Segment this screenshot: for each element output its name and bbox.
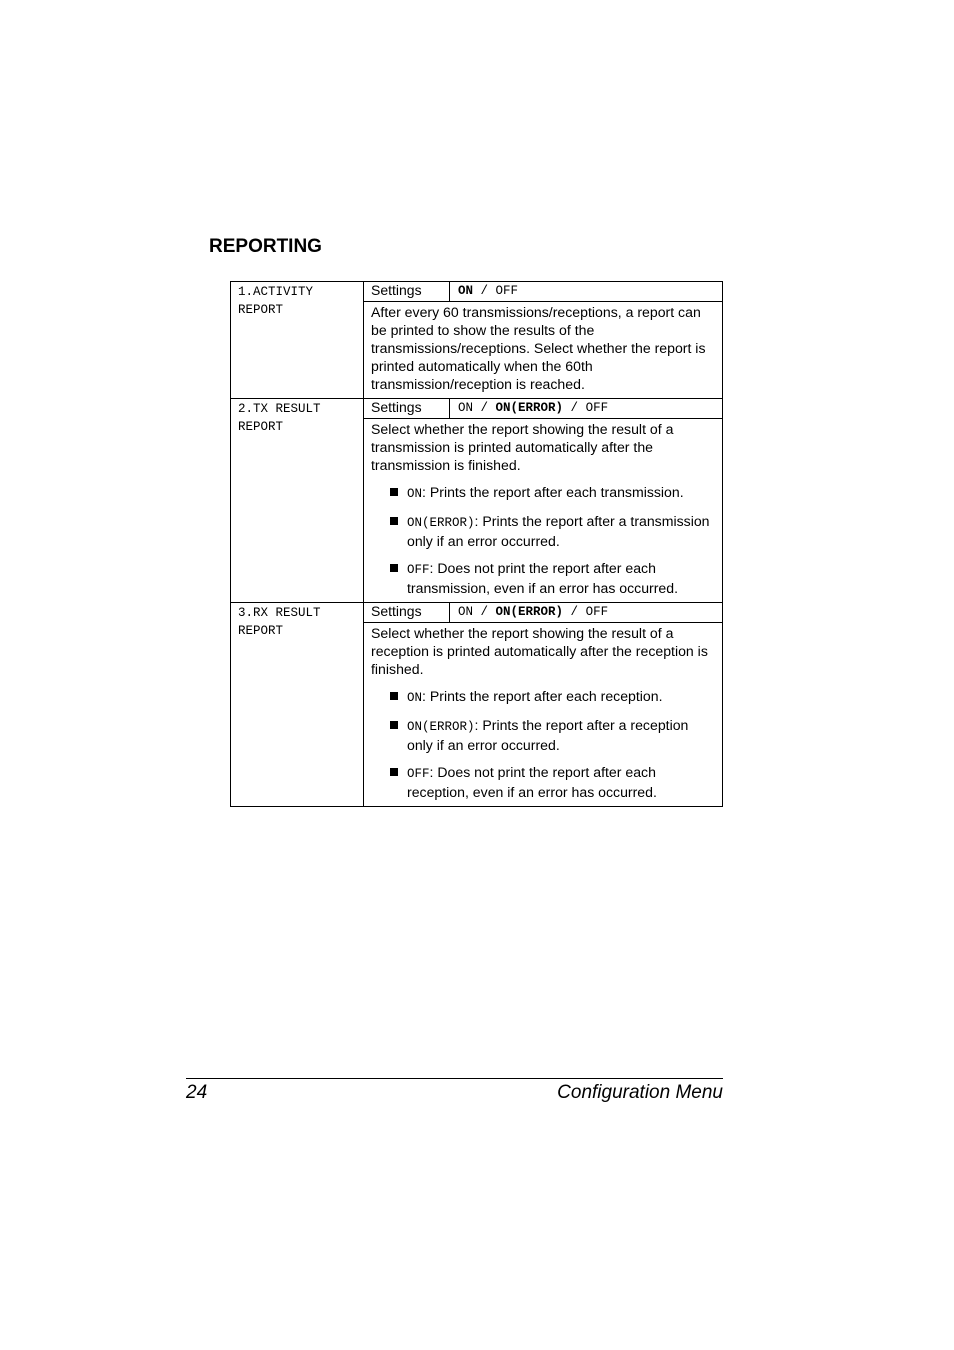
square-bullet-icon	[390, 488, 398, 496]
list-item: ON: Prints the report after each reception.	[371, 687, 717, 707]
description: Select whether the report showing the result of a reception is printed automatically after the reception is finished. ON: Prints the report after each reception. ON(ERROR): Prints the report after a reception only if an error occurred. OFF: Does not print the report after each reception, even if an error has occurred.	[364, 623, 723, 807]
list-item: OFF: Does not print the report after each transmission, even if an error has occurred.	[371, 559, 717, 597]
list-item: OFF: Does not print the report after each reception, even if an error has occurred.	[371, 763, 717, 801]
footer-section-title: Configuration Menu	[557, 1082, 723, 1103]
settings-table	[230, 281, 723, 807]
settings-values: ON / OFF	[450, 282, 723, 302]
table-row	[231, 282, 723, 302]
settings-values: ON / ON(ERROR) / OFF	[450, 399, 723, 419]
square-bullet-icon	[390, 692, 398, 700]
square-bullet-icon	[390, 564, 398, 572]
description: After every 60 transmissions/receptions, a report can be printed to show the results of the transmissions/receptions. Select whether the report is printed automatically when the 60th transmission/reception is reached.	[364, 302, 723, 399]
menu-item-name: 1.ACTIVITY REPORT	[231, 282, 364, 399]
square-bullet-icon	[390, 721, 398, 729]
list-item: ON: Prints the report after each transmission.	[371, 483, 717, 503]
section-heading: REPORTING	[209, 236, 322, 257]
page-number: 24	[186, 1082, 208, 1103]
settings-values: ON / ON(ERROR) / OFF	[450, 603, 723, 623]
list-item: ON(ERROR): Prints the report after a transmission only if an error occurred.	[371, 512, 717, 550]
square-bullet-icon	[390, 768, 398, 776]
list-item: ON(ERROR): Prints the report after a reception only if an error occurred.	[371, 716, 717, 754]
menu-item-name: 3.RX RESULT REPORT	[231, 603, 364, 807]
menu-item-name: 2.TX RESULT REPORT	[231, 399, 364, 603]
footer-rule	[186, 1078, 723, 1079]
description: Select whether the report showing the result of a transmission is printed automatically after the transmission is finished. ON: Prints the report after each transmission. ON(ERROR): Prints the report after a transmission only if an error occurred. OFF: Does not print the report after each transmission, even if an error has occurred.	[364, 419, 723, 603]
table-row	[231, 399, 723, 419]
settings-label: Settings	[364, 399, 450, 419]
settings-label: Settings	[364, 282, 450, 302]
square-bullet-icon	[390, 517, 398, 525]
table-row	[231, 603, 723, 623]
settings-label: Settings	[364, 603, 450, 623]
